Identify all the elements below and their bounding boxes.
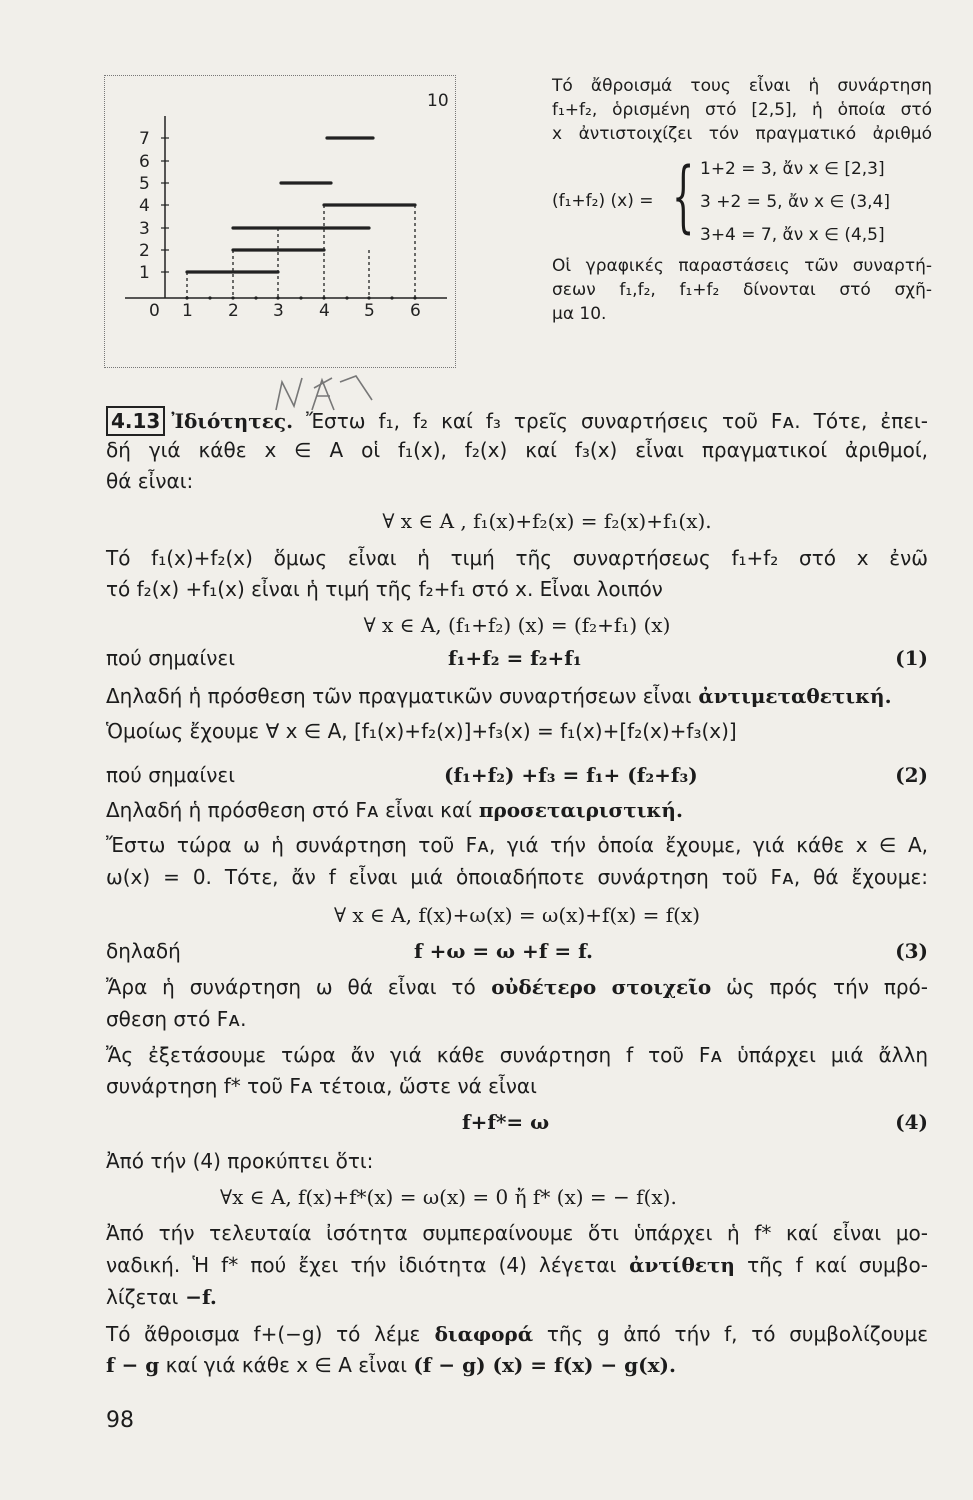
body-line-26: λίζεται −f.: [106, 1285, 217, 1309]
x-label-6: 6: [410, 301, 421, 321]
body-line-22: Ἀπό τήν (4) προκύπτει ὅτι:: [106, 1149, 374, 1173]
x-label-2: 2: [228, 301, 239, 321]
side-text: [552, 75, 932, 355]
body-line-5: Τό f₁(x)+f₂(x) ὅμως εἶναι ἡ τιμή τῆς συναρτήσεως f₁+f₂ στό x ἐνῶ: [106, 546, 928, 570]
side-line-6: μα 10.: [552, 304, 607, 324]
piecewise-case-1: 1+2 = 3, ἄν x ∈ [2,3]: [700, 159, 885, 179]
y-label-5: 5: [139, 174, 150, 194]
side-line-5: σεων f₁,f₂, f₁+f₂ δίνονται στό σχῆ-: [552, 280, 932, 300]
body-line-18: σθεση στό Fᴀ.: [106, 1007, 247, 1031]
side-line-2: f₁+f₂, ὁρισμένη στό [2,5], ἡ ὁποία στό: [552, 100, 932, 120]
equation-number-2: (2): [895, 763, 928, 787]
equation-d: ∀x ∈ A, f(x)+f*(x) = ω(x) = 0 ἤ f* (x) = − f(x).: [220, 1185, 677, 1209]
y-label-6: 6: [139, 152, 150, 172]
body-line-8: πού σημαίνει f₁+f₂ = f₂+f₁ (1): [106, 646, 928, 670]
body-line-1: 4.13 Ἰδιότητες. Ἔστω f₁, f₂ καί f₃ τρεῖς συναρτήσεις τοῦ Fᴀ. Τότε, ἐπει-: [106, 406, 928, 436]
side-line-1: Τό ἄθροισμά τους εἶναι ἡ συνάρτηση: [552, 76, 932, 96]
body-line-9: Δηλαδή ἡ πρόσθεση τῶν πραγματικῶν συναρτήσεων εἶναι ἀντιμεταθετική.: [106, 684, 892, 708]
body-line-19: Ἄς ἐξετάσουμε τώρα ἄν γιά κάθε συνάρτηση f τοῦ Fᴀ ὑπάρχει μιά ἄλλη: [106, 1043, 928, 1067]
body-line-3: θά εἶναι:: [106, 469, 194, 493]
body-line-13: Ἔστω τώρα ω ἡ συνάρτηση τοῦ Fᴀ, γιά τήν ὁποία ἔχουμε, γιά κάθε x ∈ A,: [106, 833, 928, 857]
equation-a: ∀ x ∈ A , f₁(x)+f₂(x) = f₂(x)+f₁(x).: [382, 509, 712, 533]
body-line-20: συνάρτηση f* τοῦ Fᴀ τέτοια, ὥστε νά εἶναι: [106, 1074, 537, 1098]
piecewise-brace: {: [672, 152, 695, 242]
side-line-4: Οἱ γραφικές παραστάσεις τῶν συναρτή-: [552, 256, 932, 276]
figure-10: [104, 75, 456, 368]
body-line-11: πού σημαίνει (f₁+f₂) +f₃ = f₁+ (f₂+f₃) (2): [106, 763, 928, 787]
body-line-17: Ἄρα ἡ συνάρτηση ω θά εἶναι τό οὐδέτερο στοιχεῖο ὡς πρός τήν πρό-: [106, 975, 929, 999]
y-label-4: 4: [139, 196, 150, 216]
y-label-1: 1: [139, 263, 150, 283]
body-line-24: Ἀπό τήν τελευταία ἰσότητα συμπεραίνουμε ὅτι ὑπάρχει ἡ f* καί εἶναι μο-: [106, 1221, 928, 1245]
equation-c: ∀ x ∈ A, f(x)+ω(x) = ω(x)+f(x) = f(x): [333, 903, 701, 927]
equation-number-3: (3): [895, 939, 928, 963]
body-line-28: f − g καί γιά κάθε x ∈ A εἶναι (f − g) (x) = f(x) − g(x).: [106, 1353, 676, 1377]
piecewise-lhs: (f₁+f₂) (x) =: [552, 191, 654, 211]
body-line-25: ναδική. Ἡ f* πού ἔχει τήν ἰδιότητα (4) λέγεται ἀντίθετη τῆς f καί συμβο-: [106, 1253, 928, 1277]
x-label-5: 5: [364, 301, 375, 321]
page-number: 98: [106, 1408, 134, 1433]
equation-1: f₁+f₂ = f₂+f₁: [448, 646, 582, 670]
equation-2: (f₁+f₂) +f₃ = f₁+ (f₂+f₃): [444, 763, 698, 787]
body-line-10: Ὁμοίως ἔχουμε ∀ x ∈ A, [f₁(x)+f₂(x)]+f₃(x) = f₁(x)+[f₂(x)+f₃(x)]: [106, 719, 737, 743]
x-label-0: 0: [149, 301, 160, 321]
body-line-16: δηλαδή f +ω = ω +f = f. (3): [106, 939, 928, 963]
section-number: 4.13: [106, 406, 165, 436]
side-line-3: x ἀντιστοιχίζει τόν πραγματικό ἀριθμό: [552, 124, 932, 144]
piecewise-case-2: 3 +2 = 5, ἄν x ∈ (3,4]: [700, 192, 891, 212]
body-line-12: Δηλαδή ἡ πρόσθεση στό Fᴀ εἶναι καί προσεταιριστική.: [106, 798, 683, 822]
x-label-4: 4: [319, 301, 330, 321]
body-line-6: τό f₂(x) +f₁(x) εἶναι ἡ τιμή τῆς f₂+f₁ στό x. Εἶναι λοιπόν: [106, 577, 663, 601]
body-line-27: Τό ἄθροισμα f+(−g) τό λέμε διαφορά τῆς g ἀπό τήν f, τό συμβολίζουμε: [106, 1322, 928, 1346]
body-line-2: δή γιά κάθε x ∈ A οἱ f₁(x), f₂(x) καί f₃(x) εἶναι πραγματικοί ἀριθμοί,: [106, 438, 928, 462]
equation-3: f +ω = ω +f = f.: [414, 939, 593, 963]
figure-top-label: 10: [427, 91, 449, 111]
x-label-3: 3: [273, 301, 284, 321]
y-label-3: 3: [139, 219, 150, 239]
body-line-14: ω(x) = 0. Τότε, ἄν f εἶναι μιά ὁποιαδήποτε συνάρτηση τοῦ Fᴀ, θά ἔχουμε:: [106, 865, 928, 889]
step-function-graph: [105, 76, 457, 369]
equation-4: f+f*= ω: [462, 1110, 550, 1134]
x-label-1: 1: [182, 301, 193, 321]
equation-number-1: (1): [895, 646, 928, 670]
y-label-2: 2: [139, 241, 150, 261]
piecewise-case-3: 3+4 = 7, ἄν x ∈ (4,5]: [700, 225, 885, 245]
section-title: Ἰδιότητες.: [171, 409, 294, 433]
y-label-7: 7: [139, 129, 150, 149]
equation-number-4: (4): [895, 1110, 928, 1134]
equation-b: ∀ x ∈ A, (f₁+f₂) (x) = (f₂+f₁) (x): [363, 613, 671, 637]
